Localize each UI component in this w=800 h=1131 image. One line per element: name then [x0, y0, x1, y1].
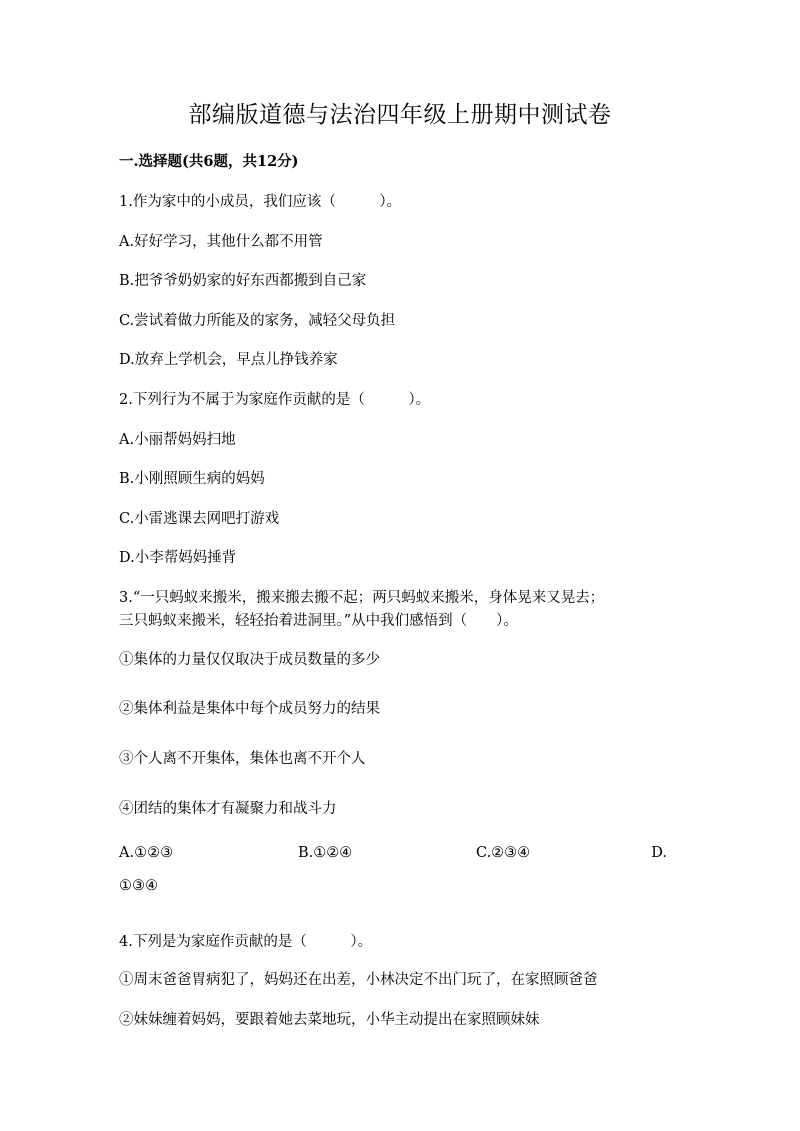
question-3-stem-line-1: 3.“一只蚂蚁来搬米，搬来搬去搬不起；两只蚂蚁来搬米，身体晃来又晃去；: [119, 590, 605, 606]
question-3-option-d: D.: [651, 845, 667, 861]
question-3-statement-3: ③个人离不开集体，集体也离不开个人: [119, 751, 366, 767]
question-2-stem: 2.下列行为不属于为家庭作贡献的是（ ）。: [119, 392, 431, 408]
question-2-option-c: C.小雷逃课去网吧打游戏: [119, 511, 280, 527]
question-3-statement-1: ①集体的力量仅仅取决于成员数量的多少: [119, 652, 380, 668]
question-2-option-d: D.小李帮妈妈捶背: [119, 550, 237, 566]
question-1-option-c: C.尝试着做力所能及的家务，减轻父母负担: [119, 313, 396, 329]
question-4-stem: 4.下列是为家庭作贡献的是（ ）。: [119, 934, 373, 950]
question-1-option-b: B.把爷爷奶奶家的好东西都搬到自己家: [119, 273, 367, 289]
question-4-statement-1: ①周末爸爸胃病犯了，妈妈还在出差，小林决定不出门玩了，在家照顾爸爸: [119, 972, 598, 988]
page-title: 部编版道德与法治四年级上册期中测试卷: [188, 102, 612, 128]
question-2-option-a: A.小丽帮妈妈扫地: [119, 432, 236, 448]
question-1-stem: 1.作为家中的小成员，我们应该（ ）。: [119, 194, 402, 210]
question-3-statement-4: ④团结的集体才有凝聚力和战斗力: [119, 801, 337, 817]
question-3-option-b: B.①②④: [298, 845, 353, 861]
section-heading: 一.选择题(共6题，共12分): [119, 153, 299, 170]
question-1-option-a: A.好好学习，其他什么都不用管: [119, 234, 323, 250]
question-3-stem-line-2: 三只蚂蚁来搬米，轻轻抬着进洞里。”从中我们感悟到（ ）。: [119, 613, 518, 629]
question-3-option-d-continued: ①③④: [119, 878, 158, 894]
question-1-option-d: D.放弃上学机会，早点儿挣钱养家: [119, 352, 338, 368]
question-4-statement-2: ②妹妹缠着妈妈，要跟着她去菜地玩，小华主动提出在家照顾妹妹: [119, 1012, 540, 1028]
question-3-option-c: C.②③④: [476, 845, 531, 861]
question-3-statement-2: ②集体利益是集体中每个成员努力的结果: [119, 701, 380, 717]
question-3-option-a: A.①②③: [119, 845, 174, 861]
question-2-option-b: B.小刚照顾生病的妈妈: [119, 471, 265, 487]
